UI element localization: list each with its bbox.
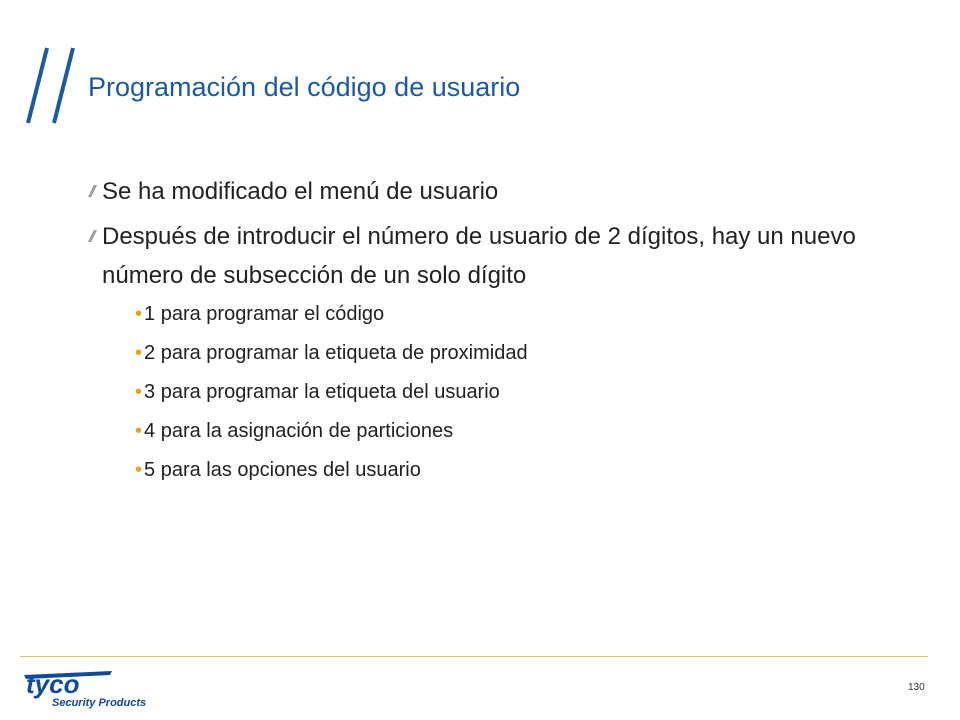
sub-bullet-text: 3 para programar la etiqueta del usuario: [144, 381, 500, 403]
sub-bullet-text: 5 para las opciones del usuario: [144, 459, 421, 481]
page-number: 130: [908, 682, 925, 693]
sub-bullet-dot-icon: •: [135, 459, 143, 481]
bullet-slash-mark: //: [89, 227, 93, 246]
sub-bullet-dot-icon: •: [135, 381, 143, 403]
logo-subtext: Security Products: [52, 697, 147, 709]
footer-divider: [20, 656, 928, 657]
bullet-list: [88, 172, 908, 496]
bullet-text: Después de introducir el número de usuario de 2 dígitos, hay un nuevo número de subsección de un solo dígito: [102, 223, 856, 289]
sub-bullet-dot-icon: •: [135, 342, 143, 364]
sub-bullet-item: [135, 301, 908, 328]
sub-bullet-item: [135, 418, 908, 445]
bullet-text: Se ha modificado el menú de usuario: [102, 178, 499, 205]
title-slashes-icon: [20, 42, 82, 131]
bullet-item: [88, 217, 908, 295]
bullet-item: [88, 172, 908, 211]
bullet-slash-mark: //: [89, 182, 93, 201]
slide-title: Programación del código de usuario: [88, 72, 521, 102]
logo-wordmark: tyco: [26, 669, 80, 699]
sub-bullet-item: [135, 457, 908, 484]
sub-bullet-item: [135, 340, 908, 367]
sub-bullet-dot-icon: •: [135, 420, 143, 442]
sub-bullet-list: [135, 301, 908, 484]
sub-bullet-item: [135, 379, 908, 406]
sub-bullet-text: 2 para programar la etiqueta de proximidad: [144, 342, 528, 364]
sub-bullet-text: 4 para la asignación de particiones: [144, 420, 454, 442]
sub-bullet-dot-icon: •: [135, 303, 143, 325]
sub-bullet-text: 1 para programar el código: [144, 303, 385, 325]
tyco-logo: [22, 666, 172, 715]
